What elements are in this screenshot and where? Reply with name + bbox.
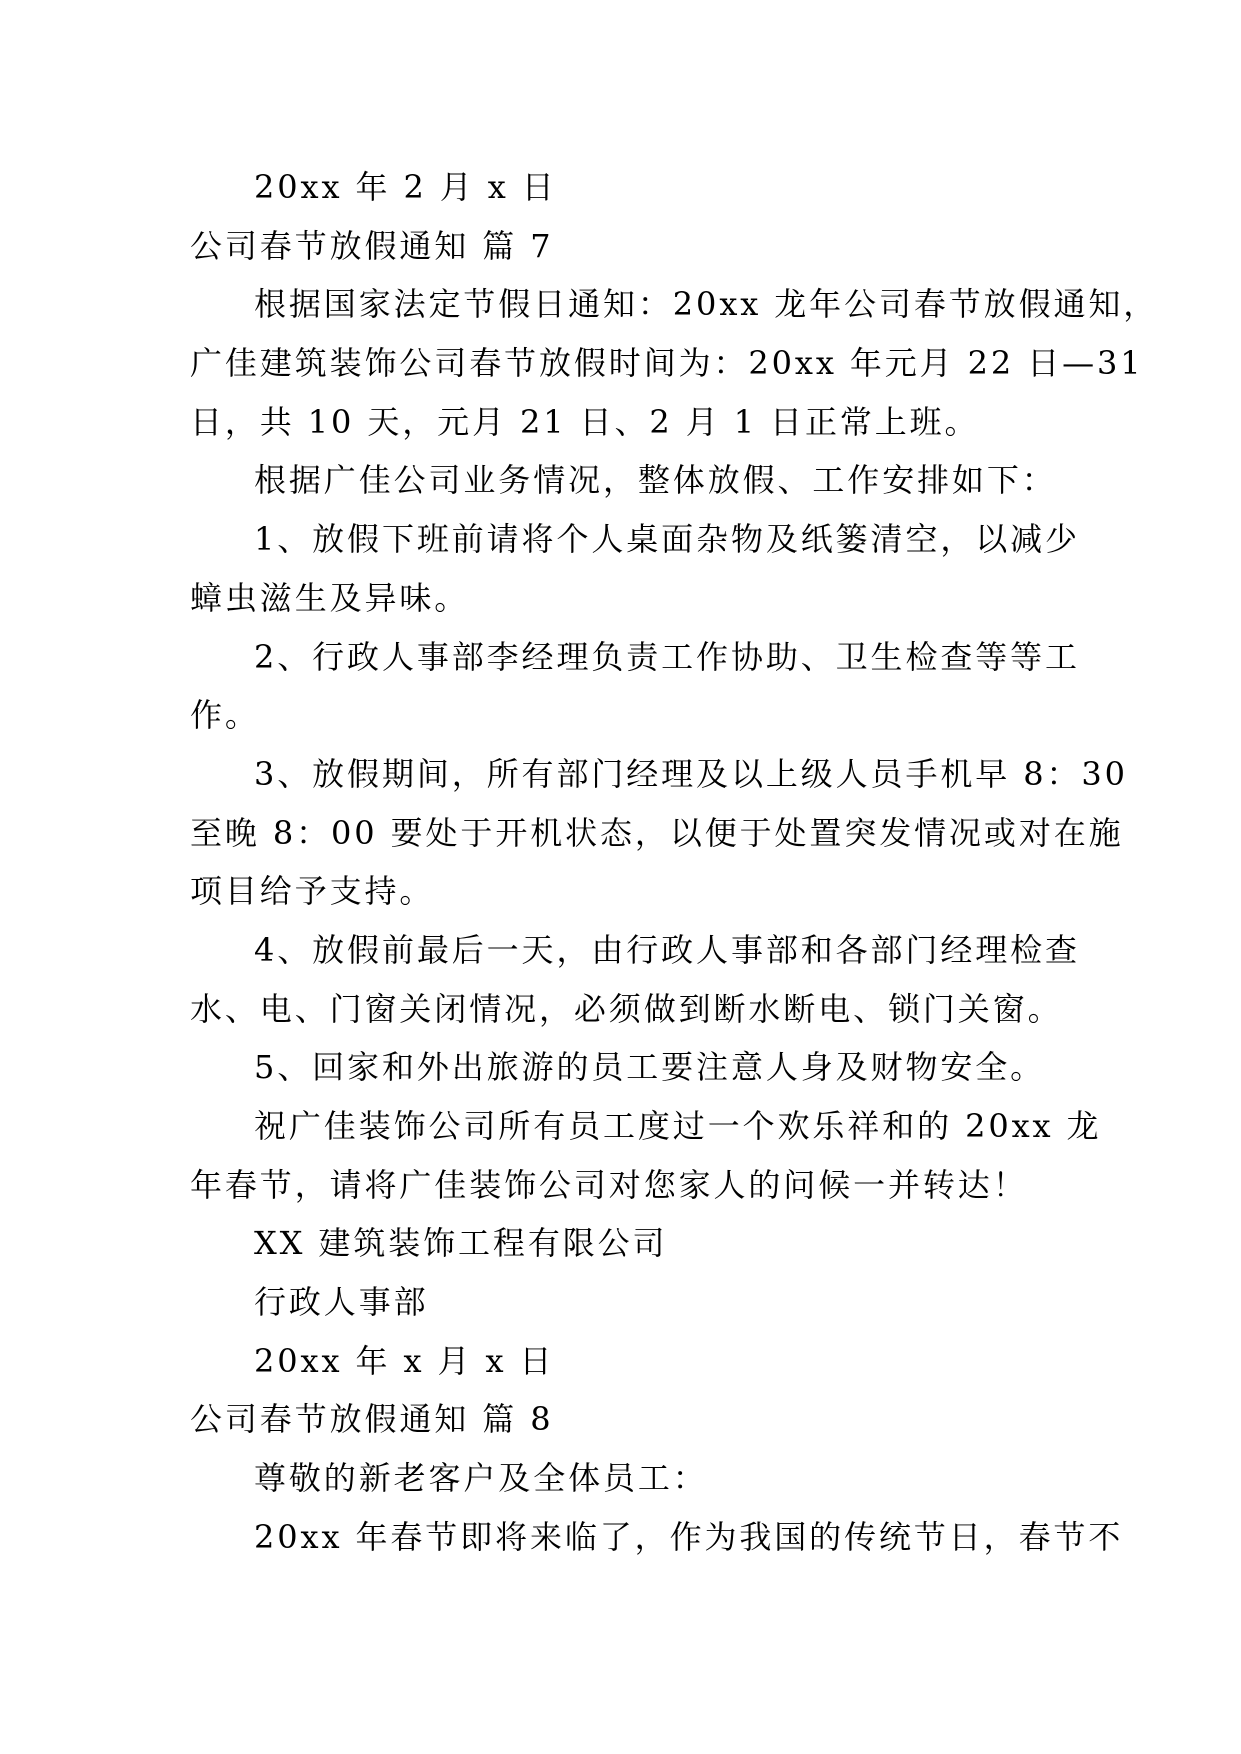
salutation-line: 尊敬的新老客户及全体员工： — [254, 1459, 708, 1498]
paragraph-line: 祝广佳装饰公司所有员工度过一个欢乐祥和的 20xx 龙 — [254, 1107, 1102, 1145]
section-heading: 公司春节放假通知 篇 7 — [190, 226, 554, 265]
paragraph-line: 根据广佳公司业务情况，整体放假、工作安排如下： — [254, 461, 1057, 500]
list-item-line: 至晚 8：00 要处于开机状态，以便于处置突发情况或对在施 — [190, 813, 1124, 852]
list-item-line: 3、放假期间，所有部门经理及以上级人员手机早 8：30 — [254, 754, 1128, 793]
signature-company: XX 建筑装饰工程有限公司 — [254, 1224, 668, 1263]
list-item-line: 4、放假前最后一天，由行政人事部和各部门经理检查 — [254, 930, 1080, 969]
paragraph-line: 年春节，请将广佳装饰公司对您家人的问候一并转达！ — [190, 1165, 1028, 1204]
paragraph-line: 20xx 年春节即将来临了，作为我国的传统节日，春节不 — [254, 1517, 1124, 1556]
date-line: 20xx 年 2 月 x 日 — [254, 168, 557, 206]
section-heading: 公司春节放假通知 篇 8 — [190, 1400, 554, 1439]
paragraph-line: 日，共 10 天，元月 21 日、2 月 1 日正常上班。 — [190, 402, 980, 441]
paragraph-line: 根据国家法定节假日通知：20xx 龙年公司春节放假通知， — [254, 285, 1159, 324]
signature-department: 行政人事部 — [254, 1283, 429, 1322]
list-item-line: 蟑虫滋生及异味。 — [190, 578, 470, 617]
list-item-line: 5、回家和外出旅游的员工要注意人身及财物安全。 — [254, 1048, 1046, 1087]
list-item-line: 1、放假下班前请将个人桌面杂物及纸篓清空，以减少 — [254, 520, 1080, 559]
list-item-line: 作。 — [190, 696, 260, 735]
document-body — [190, 158, 1159, 1567]
signature-date: 20xx 年 x 月 x 日 — [254, 1341, 555, 1380]
list-item-line: 项目给予支持。 — [190, 872, 435, 911]
list-item-line: 水、电、门窗关闭情况，必须做到断水断电、锁门关窗。 — [190, 989, 1063, 1028]
paragraph-line: 广佳建筑装饰公司春节放假时间为：20xx 年元月 22 日—31 — [190, 344, 1144, 383]
list-item-line: 2、行政人事部李经理负责工作协助、卫生检查等等工 — [254, 637, 1080, 676]
